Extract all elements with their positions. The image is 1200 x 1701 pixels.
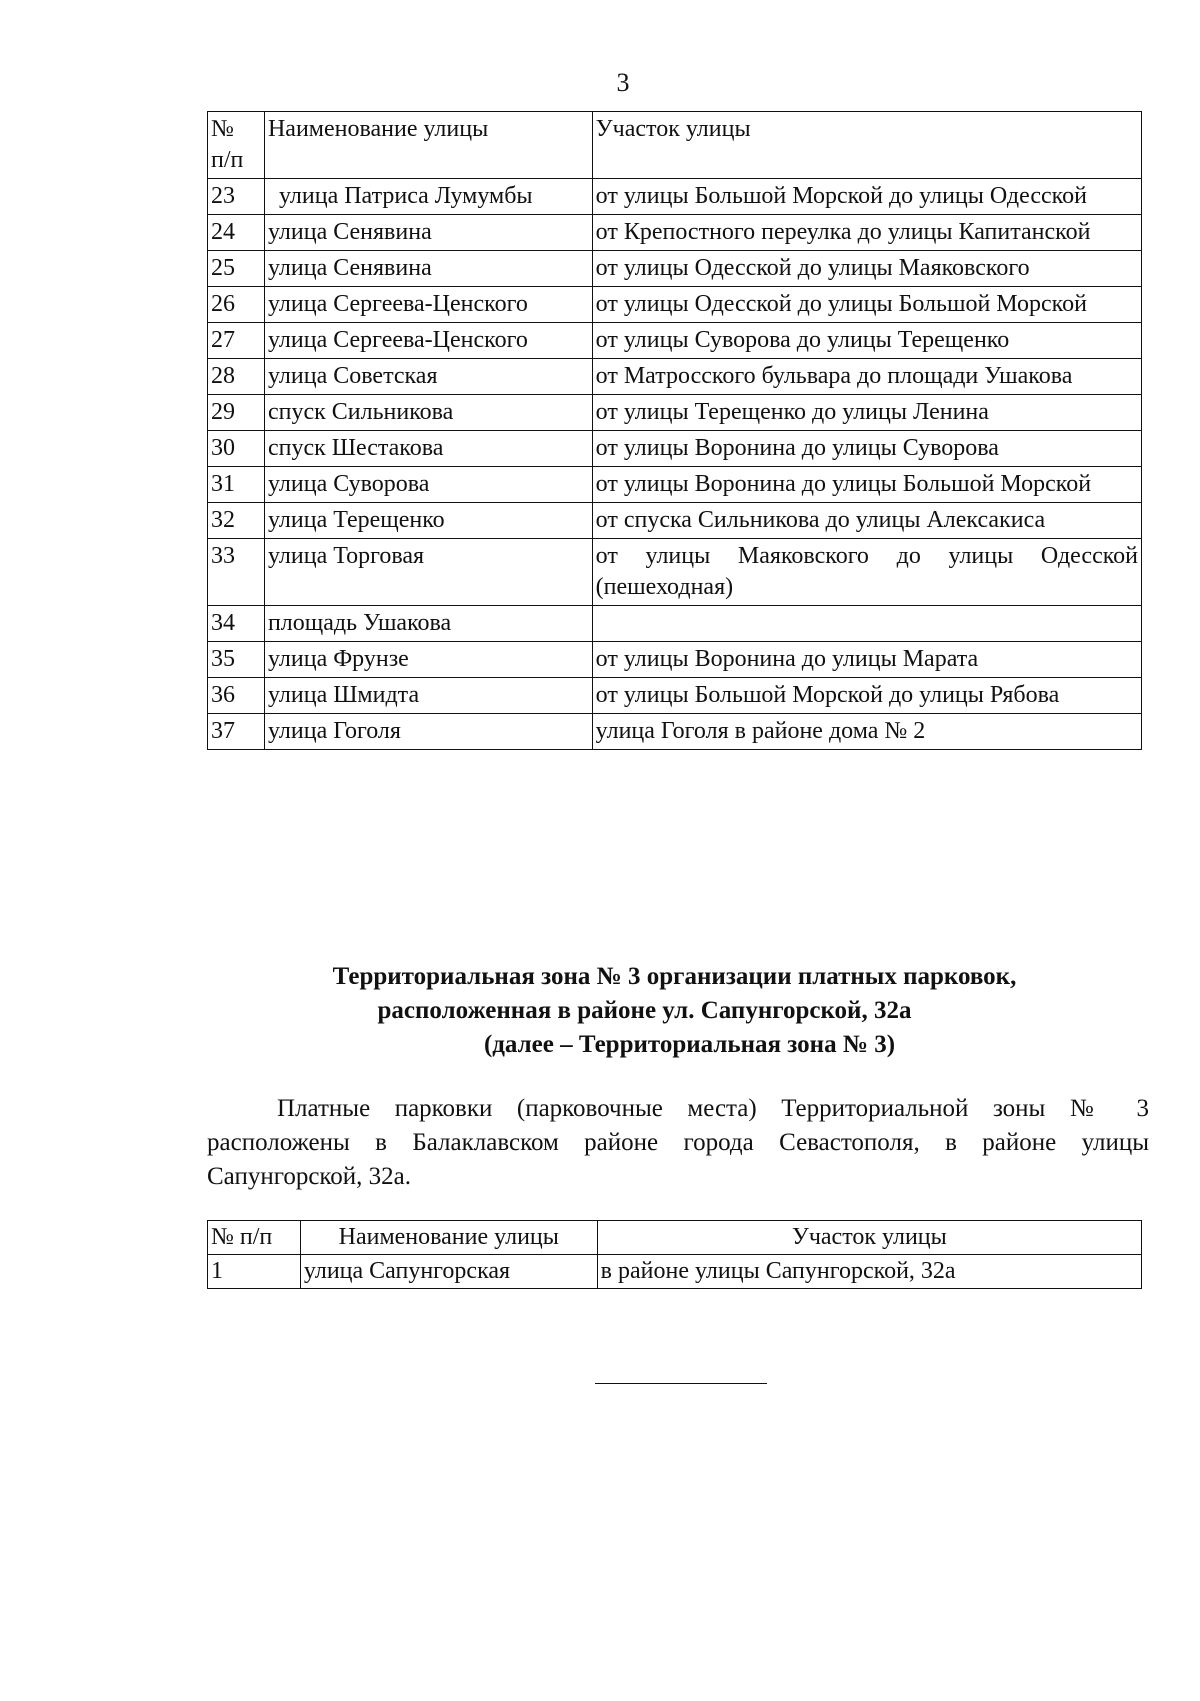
- row-street-section: от улицы Одесской до улицы Маяковского: [592, 251, 1141, 287]
- row-street-name: улица Сергеева-Ценского: [264, 287, 592, 323]
- row-street-name: улица Сенявина: [264, 251, 592, 287]
- table-row: [208, 323, 1142, 359]
- row-number: 32: [208, 503, 265, 539]
- row-number: 35: [208, 642, 265, 678]
- end-divider: [595, 1383, 767, 1384]
- row-street-name: улица Советская: [264, 359, 592, 395]
- row-street-section: от спуска Сильникова до улицы Алексакиса: [592, 503, 1141, 539]
- row-street-name: улица Сенявина: [264, 215, 592, 251]
- row-number: 33: [208, 539, 265, 606]
- header-street-name: Наименование улицы: [264, 112, 592, 179]
- row-street-name: улица Торговая: [264, 539, 592, 606]
- row-street-name: спуск Сильникова: [264, 395, 592, 431]
- zone3-heading-line2: расположенная в районе ул. Сапунгорской, 32а: [377, 997, 912, 1024]
- header-street-section: Участок улицы: [592, 112, 1141, 179]
- row-street-name: улица Суворова: [264, 467, 592, 503]
- row-number: 28: [208, 359, 265, 395]
- row-street-name: улица Фрунзе: [264, 642, 592, 678]
- table-row: [208, 431, 1142, 467]
- row-street-section: [592, 606, 1141, 642]
- row-street-section: в районе улицы Сапунгорской, 32а: [597, 1255, 1141, 1289]
- table-row: [208, 395, 1142, 431]
- row-street-name: улица Сапунгорская: [300, 1255, 597, 1289]
- row-street-name: улица Сергеева-Ценского: [264, 323, 592, 359]
- row-street-section: от улицы Воронина до улицы Суворова: [592, 431, 1141, 467]
- table-row: [208, 287, 1142, 323]
- table-row: [208, 1255, 1142, 1289]
- streets-table-body: [208, 112, 1142, 750]
- table-row: [208, 179, 1142, 215]
- row-street-section: от улицы Одесской до улицы Большой Морской: [592, 287, 1141, 323]
- row-street-section: от улицы Суворова до улицы Терещенко: [592, 323, 1141, 359]
- streets-table: [207, 111, 1142, 750]
- row-number: 26: [208, 287, 265, 323]
- row-number: 37: [208, 714, 265, 750]
- row-street-section: от улицы Терещенко до улицы Ленина: [592, 395, 1141, 431]
- row-number: 23: [208, 179, 265, 215]
- zone3-heading-line3: (далее – Территориальная зона № 3): [483, 1031, 896, 1058]
- table-row: [208, 539, 1142, 606]
- row-number: 34: [208, 606, 265, 642]
- row-street-section: от Матросского бульвара до площади Ушакова: [592, 359, 1141, 395]
- row-number: 27: [208, 323, 265, 359]
- row-street-name: площадь Ушакова: [264, 606, 592, 642]
- table-row: [208, 606, 1142, 642]
- table-row: [208, 678, 1142, 714]
- row-street-name: спуск Шестакова: [264, 431, 592, 467]
- row-street-section: улица Гоголя в районе дома № 2: [592, 714, 1141, 750]
- row-number: 31: [208, 467, 265, 503]
- table-row: [208, 714, 1142, 750]
- header-number: № п/п: [208, 1221, 301, 1255]
- table-row: [208, 503, 1142, 539]
- zone3-table: [207, 1220, 1142, 1289]
- row-street-name: улица Гоголя: [264, 714, 592, 750]
- row-street-section: от улицы Большой Морской до улицы Одесской: [592, 179, 1141, 215]
- row-street-name: улица Терещенко: [264, 503, 592, 539]
- table-row: [208, 359, 1142, 395]
- table-header-row: [208, 112, 1142, 179]
- row-number: 30: [208, 431, 265, 467]
- row-number: 24: [208, 215, 265, 251]
- zone3-heading-line1: Территориальная зона № 3 организации платных парковок,: [332, 963, 1017, 990]
- row-street-section: от улицы Воронина до улицы Большой Морской: [592, 467, 1141, 503]
- table-row: [208, 642, 1142, 678]
- zone3-heading: [207, 960, 1142, 1062]
- header-number: № п/п: [208, 112, 265, 179]
- table-row: [208, 215, 1142, 251]
- row-street-section: от улицы Большой Морской до улицы Рябова: [592, 678, 1141, 714]
- row-street-section: от улицы Воронина до улицы Марата: [592, 642, 1141, 678]
- row-number: 25: [208, 251, 265, 287]
- row-number: 36: [208, 678, 265, 714]
- row-number: 29: [208, 395, 265, 431]
- row-street-name: улица Шмидта: [264, 678, 592, 714]
- row-number: 1: [208, 1255, 301, 1289]
- row-street-name: улица Патриса Лумумбы: [264, 179, 592, 215]
- zone3-paragraph: Платные парковки (парковочные места) Территориальной зоны № 3 расположены в Балаклавском районе города Севастополя, в районе улицы Сапунгорской, 32а.: [207, 1095, 1149, 1190]
- header-street-section: Участок улицы: [597, 1221, 1141, 1255]
- table-header-row: [208, 1221, 1142, 1255]
- header-street-name: Наименование улицы: [300, 1221, 597, 1255]
- table-row: [208, 251, 1142, 287]
- table-row: [208, 467, 1142, 503]
- page-number: 3: [616, 68, 630, 97]
- row-street-section: от улицы Маяковского до улицы Одесской (пешеходная): [592, 539, 1141, 606]
- row-street-section: от Крепостного переулка до улицы Капитанской: [592, 215, 1141, 251]
